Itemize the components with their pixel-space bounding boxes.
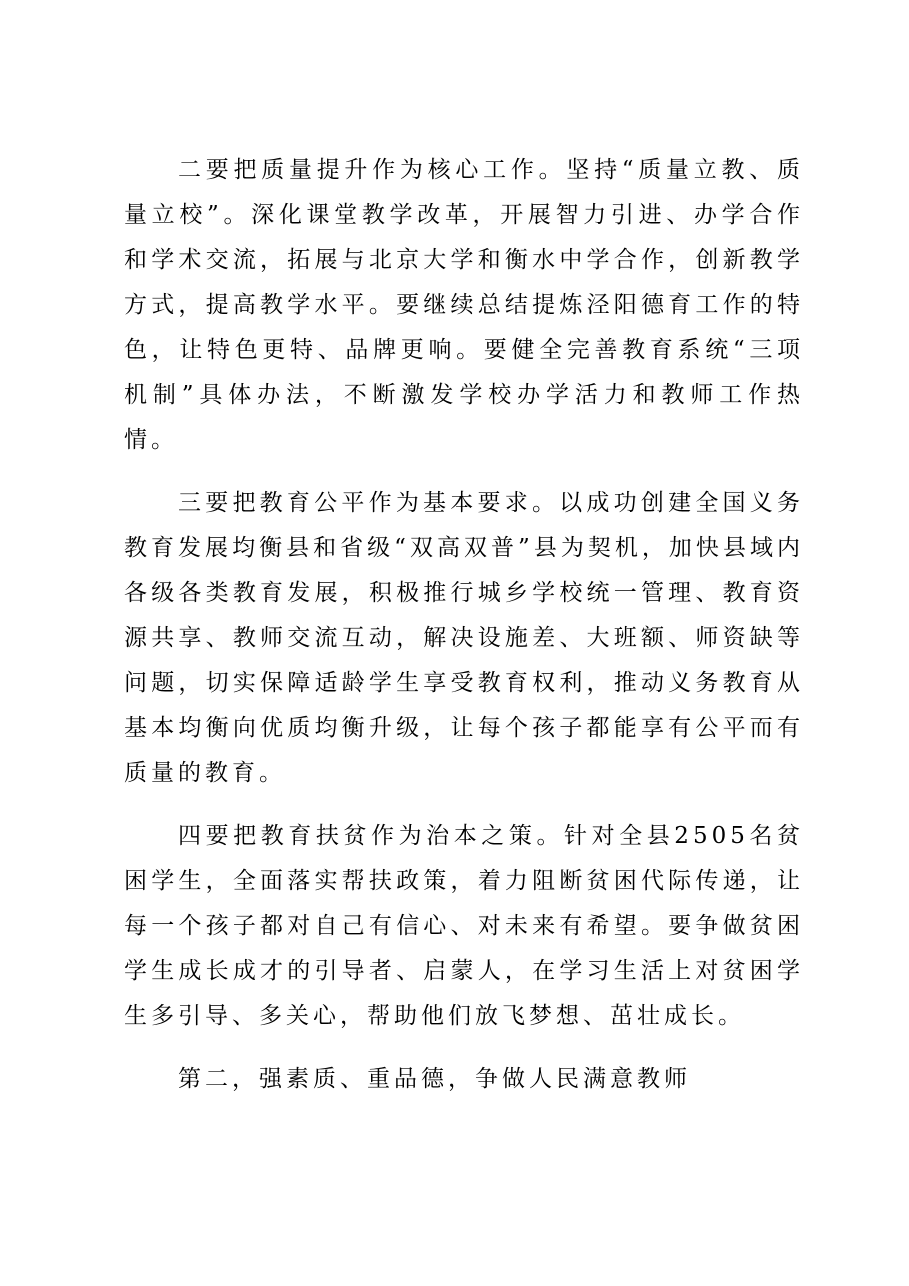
paragraph-quality: 二要把质量提升作为核心工作。坚持“质量立教、质量立校”。深化课堂教学改革，开展智力引进、办学合作和学术交流，拓展与北京大学和衡水中学合作，创新教学方式，提高教学水平。要继续总结提炼泾阳德育工作的特色，让特色更特、品牌更响。要健全完善教育系统“三项机制”具体办法，不断激发学校办学活力和教师工作热情。 [124, 157, 804, 453]
document-body [124, 148, 804, 1102]
section-heading: 第二，强素质、重品德，争做人民满意教师 [178, 1066, 691, 1092]
paragraph-poverty-alleviation: 四要把教育扶贫作为治本之策。针对全县2505名贫困学生，全面落实帮扶政策，着力阻断贫困代际传递，让每一个孩子都对自己有信心、对未来有希望。要争做贫困学生成长成才的引导者、启蒙人，在学习生活上对贫困学生多引导、多关心，帮助他们放飞梦想、茁壮成长。 [124, 823, 804, 1029]
paragraph-fairness: 三要把教育公平作为基本要求。以成功创建全国义务教育发展均衡县和省级“双高双普”县为契机，加快县域内各级各类教育发展，积极推行城乡学校统一管理、教育资源共享、教师交流互动，解决设施差、大班额、师资缺等问题，切实保障适龄学生享受教育权利，推动义务教育从基本均衡向优质均衡升级，让每个孩子都能享有公平而有质量的教育。 [124, 490, 804, 786]
